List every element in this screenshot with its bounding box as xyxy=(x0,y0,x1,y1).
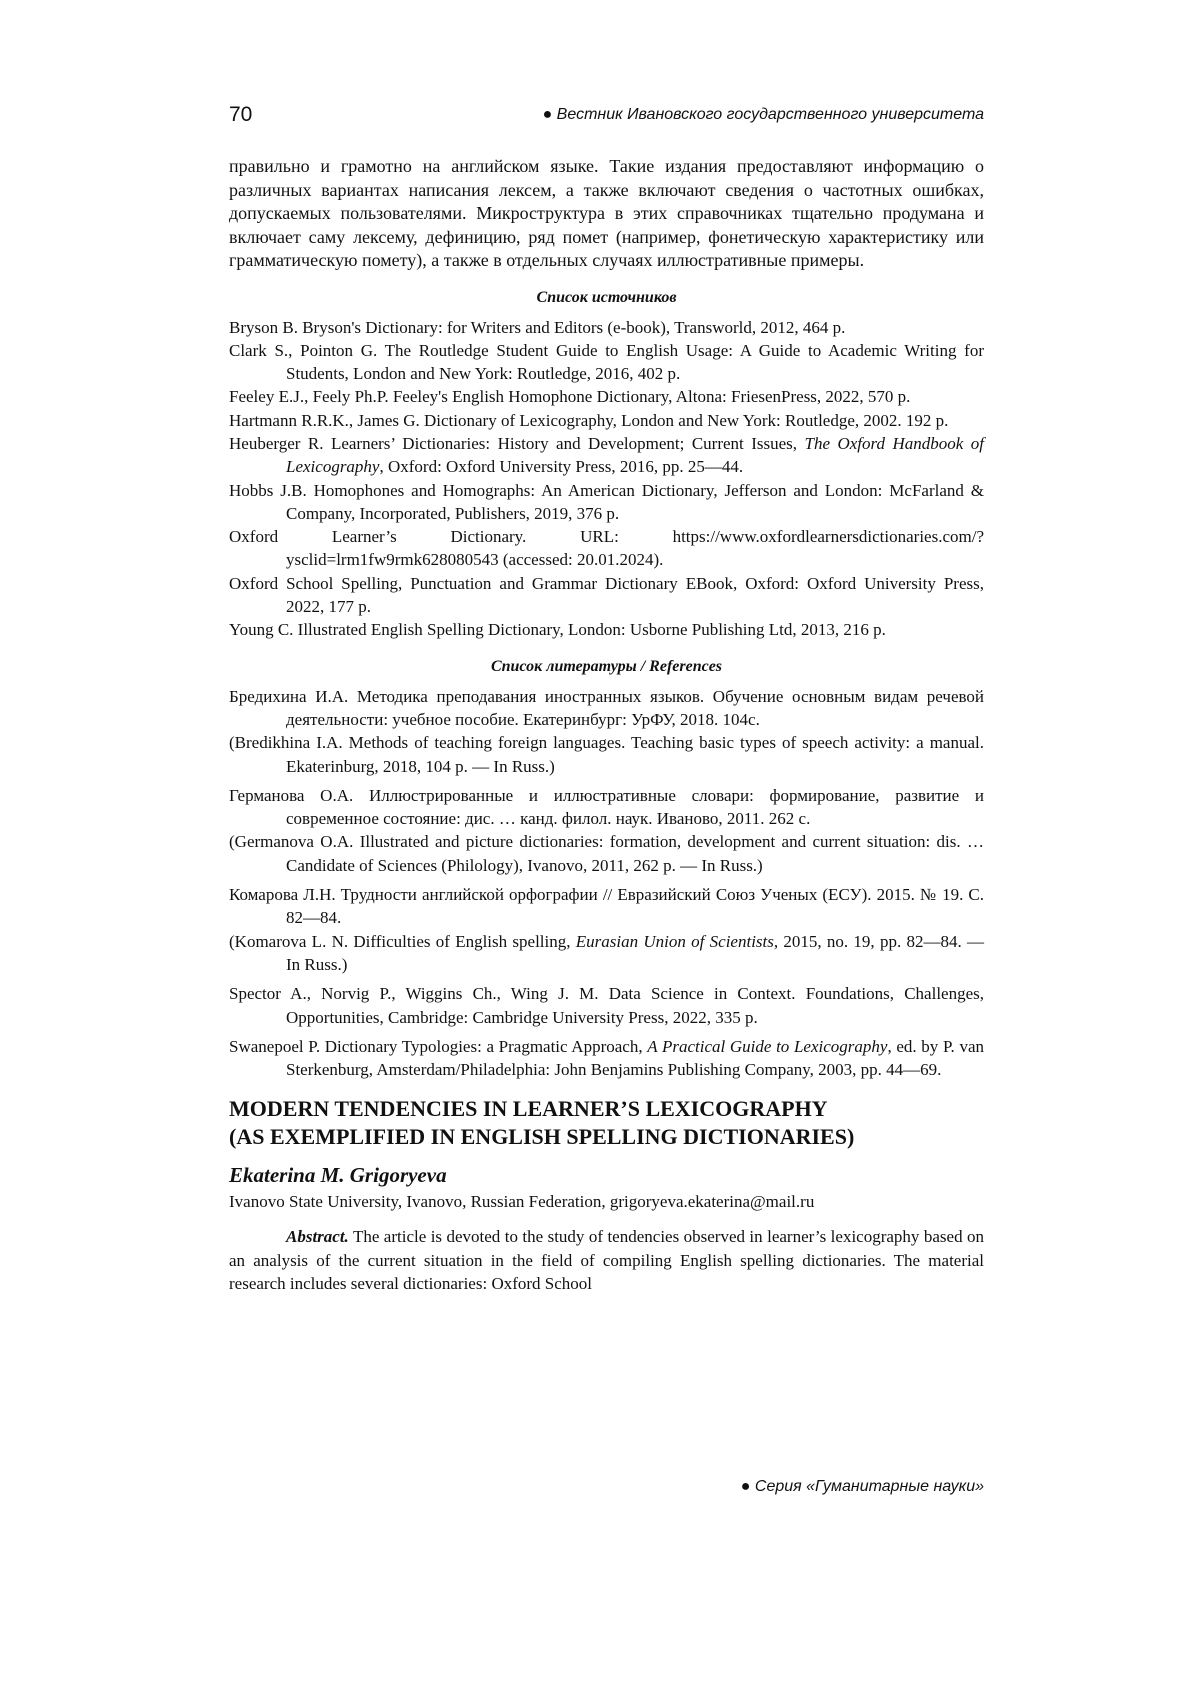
reference-en: (Bredikhina I.A. Methods of teaching foreign languages. Teaching basic types of speech activity: a manual. Ekaterinburg, 2018, 104 p. — In Russ.) xyxy=(229,733,984,776)
reference-item: Spector A., Norvig P., Wiggins Ch., Wing J. M. Data Science in Context. Foundations, Challenges, Opportunities, Cambridge: Cambridge University Press, 2022, 335 p. xyxy=(229,984,984,1027)
reference-item xyxy=(229,784,984,877)
author-affiliation: Ivanovo State University, Ivanovo, Russian Federation, grigoryeva.ekaterina@mail.ru xyxy=(229,1192,815,1212)
article-title-line: (AS EXEMPLIFIED IN ENGLISH SPELLING DICTIONARIES) xyxy=(229,1124,855,1150)
reference-ru: Германова О.А. Иллюстрированные и иллюстративные словари: формирование, развитие и современное состояние: дис. … канд. филол. наук. Иваново, 2011. 262 с. xyxy=(229,785,984,829)
author-name: Ekaterina M. Grigoryeva xyxy=(229,1163,447,1188)
series-footer: ● Серия «Гуманитарные науки» xyxy=(740,1478,984,1495)
source-text: , Oxford: Oxford University Press, 2016, pp. 25—44. xyxy=(379,457,744,477)
source-item: Feeley E.J., Feely Ph.P. Feeley's English Homophone Dictionary, Altona: FriesenPress, 2022, 570 p. xyxy=(229,387,911,407)
reference-text: Swanepoel P. Dictionary Typologies: a Pragmatic Approach, xyxy=(229,1036,648,1056)
sources-list xyxy=(229,316,984,642)
journal-title: ● Вестник Ивановского государственного университета xyxy=(542,106,984,123)
page-body xyxy=(229,155,984,1295)
source-item: Young C. Illustrated English Spelling Dictionary, London: Usborne Publishing Ltd, 2013, 216 p. xyxy=(229,620,886,640)
reference-ru: Комарова Л.Н. Трудности английской орфографии // Евразийский Союз Ученых (ЕСУ). 2015. № 19. С. 82—84. xyxy=(229,885,984,928)
reference-text: (Komarova L. N. Difficulties of English spelling, xyxy=(229,931,576,951)
reference-item xyxy=(229,883,984,976)
reference-item xyxy=(229,1035,984,1082)
reference-italic: A Practical Guide to Lexicography xyxy=(647,1036,888,1056)
source-item: Bryson B. Bryson's Dictionary: for Writers and Editors (e-book), Transworld, 2012, 464 p. xyxy=(229,317,846,337)
intro-paragraph: правильно и грамотно на английском языке. Такие издания предоставляют информацию о различных вариантах написания лексем, а также включают сведения о частотных ошибках, допускаемых пользователями. Микроструктура в этих справочниках тщательно продумана и включает саму лексему, дефиницию, ряд помет (например, фонетическую характеристику или грамматическую помету), а также в отдельных случаях иллюстративные примеры. xyxy=(229,156,984,270)
references-list xyxy=(229,685,984,1082)
article-title-line: MODERN TENDENCIES IN LEARNER’S LEXICOGRAPHY xyxy=(229,1096,828,1122)
source-italic: The Oxford Handbook of Lexicography xyxy=(286,433,985,477)
reference-en xyxy=(229,930,984,977)
source-item: Clark S., Pointon G. The Routledge Student Guide to English Usage: A Guide to Academic Writing for Students, London and New York: Routledge, 2016, 402 p. xyxy=(229,340,984,384)
page-header xyxy=(229,103,984,129)
article-title xyxy=(229,1095,984,1151)
abstract-text: The article is devoted to the study of tendencies observed in learner’s lexicography based on an analysis of the current situation in the field of compiling English spelling dictionaries. The material research includes several dictionaries: Oxford School xyxy=(229,1227,984,1293)
abstract-label: Abstract. xyxy=(286,1227,349,1247)
source-item xyxy=(229,432,984,479)
sources-heading: Список источников xyxy=(536,288,677,306)
source-item: Oxford Learner’s Dictionary. URL: https://www.oxfordlearnersdictionaries.com/?ysclid=lrm1fw9rmk628080543 (accessed: 20.01.2024). xyxy=(229,527,984,570)
reference-ru: Бредихина И.А. Методика преподавания иностранных языков. Обучение основным видам речевой деятельности: учебное пособие. Екатеринбург: УрФУ, 2018. 104с. xyxy=(229,686,984,729)
reference-text: , 2015, no. 19, pp. 82—84. — In Russ.) xyxy=(286,931,984,974)
reference-en: (Germanova O.A. Illustrated and picture dictionaries: formation, development and current situation: dis. … Candidate of Sciences (Philology), Ivanovo, 2011, 262 p. — In Russ.) xyxy=(229,832,984,875)
source-item: Hartmann R.R.K., James G. Dictionary of Lexicography, London and New York: Routledge, 2002. 192 p. xyxy=(229,410,949,430)
source-text: Heuberger R. Learners’ Dictionaries: History and Development; Current Issues, xyxy=(229,433,805,453)
reference-text: , ed. by P. van Sterkenburg, Amsterdam/Philadelphia: John Benjamins Publishing Company, 2003, pp. 44—69. xyxy=(286,1036,984,1080)
reference-item xyxy=(229,685,984,778)
abstract xyxy=(229,1225,984,1295)
source-item: Hobbs J.B. Homophones and Homographs: An American Dictionary, Jefferson and London: McFarland & Company, Incorporated, Publishers, 2019, 376 p. xyxy=(229,480,984,523)
references-heading: Список литературы / References xyxy=(490,657,723,675)
source-item: Oxford School Spelling, Punctuation and Grammar Dictionary EBook, Oxford: Oxford University Press, 2022, 177 p. xyxy=(229,573,984,617)
page-number: 70 xyxy=(229,103,253,126)
reference-italic: Eurasian Union of Scientists xyxy=(575,931,774,951)
